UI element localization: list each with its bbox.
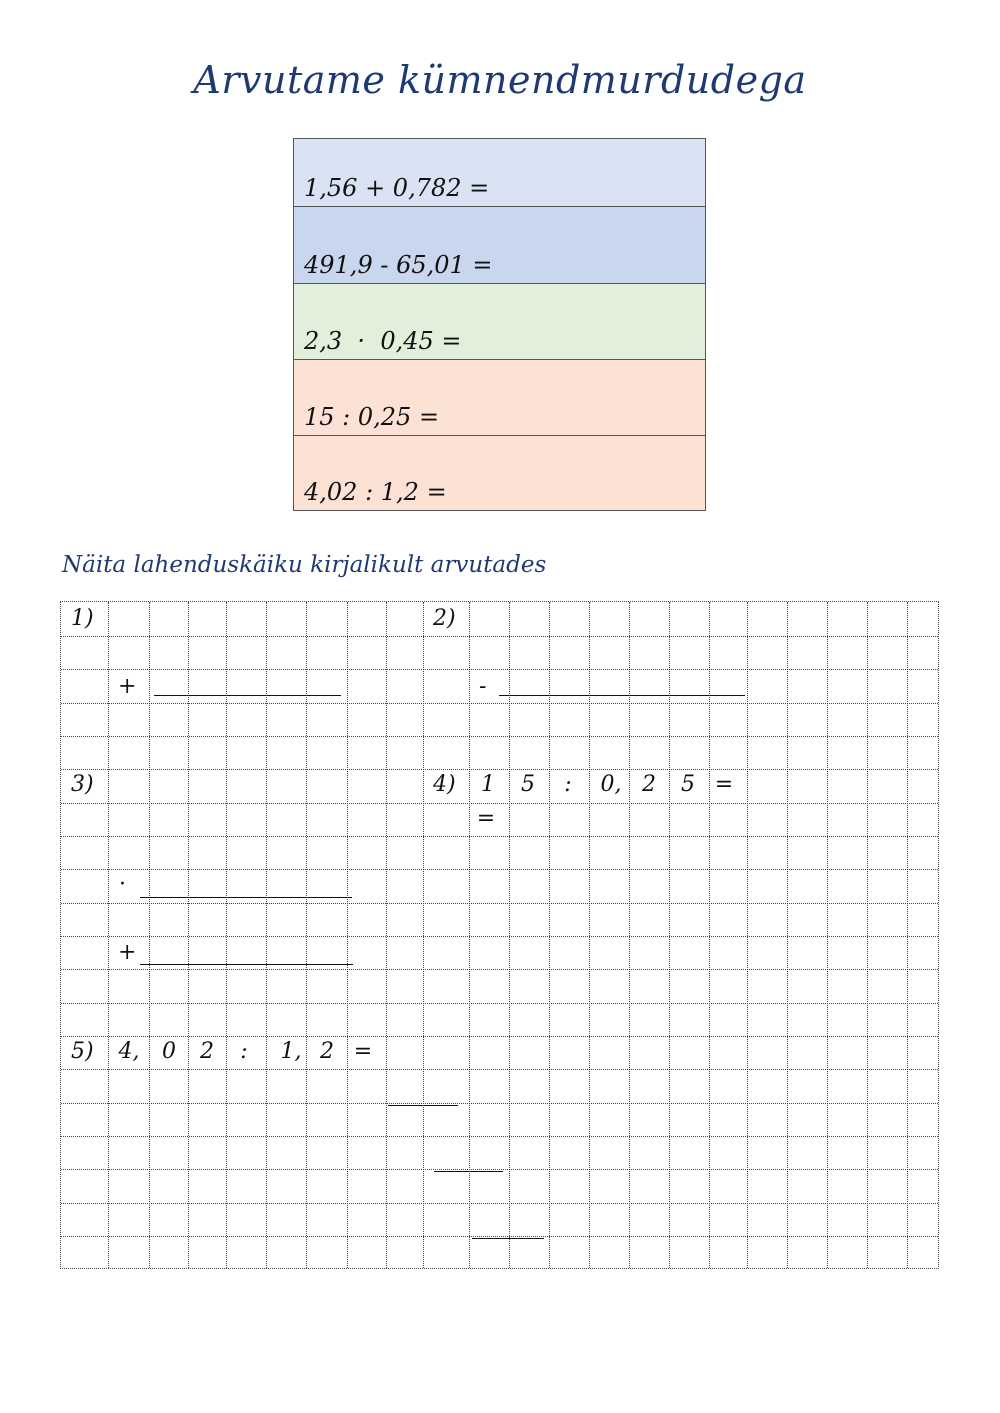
grid-hline — [61, 1036, 938, 1037]
exercise-text: 491,9 - 65,01 = — [304, 251, 493, 279]
grid-hline — [61, 1236, 938, 1237]
problem-5-digit: 4, — [118, 1039, 140, 1064]
grid-hline — [61, 903, 938, 904]
problem-4-digit: 2 — [642, 772, 656, 797]
grid-hline — [61, 869, 938, 870]
grid-hline — [61, 803, 938, 804]
grid-hline — [61, 1203, 938, 1204]
problem-5-digit: 2 — [200, 1039, 214, 1064]
problem-4-digit: = — [714, 772, 734, 797]
grid-hline — [61, 1103, 938, 1104]
instructions-heading: Näita lahenduskäiku kirjalikult arvutades — [62, 552, 547, 578]
exercise-text: 4,02 : 1,2 = — [304, 478, 447, 506]
grid-hline — [61, 969, 938, 970]
problem-5-digit: 2 — [320, 1039, 334, 1064]
problem-4-digit: 0, — [600, 772, 622, 797]
problem-1-answer-line — [154, 695, 341, 696]
problem-3-sign-plus: + — [118, 940, 137, 965]
exercise-table — [293, 138, 706, 511]
exercise-text: 1,56 + 0,782 = — [304, 174, 490, 202]
squared-paper-grid — [60, 601, 939, 1269]
grid-hline — [61, 1003, 938, 1004]
exercise-row-5 — [294, 436, 705, 510]
problem-4-digit: 5 — [681, 772, 695, 797]
problem-1-sign: + — [118, 674, 137, 699]
problem-4-equals: = — [476, 806, 496, 831]
grid-hline — [61, 703, 938, 704]
grid-hline — [61, 936, 938, 937]
problem-1-number: 1) — [71, 606, 94, 631]
exercise-text: 15 : 0,25 = — [304, 403, 440, 431]
problem-5-digit: 1, — [280, 1039, 302, 1064]
problem-2-number: 2) — [433, 606, 456, 631]
problem-5-digit: : — [240, 1039, 248, 1064]
problem-4-digit: : — [564, 772, 572, 797]
grid-hline — [61, 836, 938, 837]
exercise-row-1 — [294, 139, 705, 207]
grid-hline — [61, 1136, 938, 1137]
exercise-row-2 — [294, 207, 705, 284]
problem-3-line-1 — [140, 897, 352, 898]
problem-3-number: 3) — [71, 772, 94, 797]
problem-3-line-2 — [140, 964, 353, 965]
problem-3-sign-multiply: · — [119, 872, 126, 897]
exercise-row-3 — [294, 284, 705, 360]
grid-hline — [61, 669, 938, 670]
grid-hline — [61, 736, 938, 737]
problem-5-line-3 — [472, 1238, 544, 1239]
problem-4-digit: 1 — [481, 772, 495, 797]
grid-hline — [61, 1169, 938, 1170]
grid-hline — [61, 636, 938, 637]
page-title: Arvutame kümnendmurdudega — [193, 58, 807, 102]
problem-4-number: 4) — [433, 772, 456, 797]
problem-5-number: 5) — [71, 1039, 94, 1064]
problem-2-sign: - — [479, 674, 487, 699]
grid-hline — [61, 769, 938, 770]
problem-5-digit: = — [353, 1039, 373, 1064]
exercise-text: 2,3 · 0,45 = — [304, 327, 462, 355]
grid-hline — [61, 1069, 938, 1070]
exercise-row-4 — [294, 360, 705, 436]
problem-4-digit: 5 — [521, 772, 535, 797]
problem-5-digit: 0 — [162, 1039, 176, 1064]
